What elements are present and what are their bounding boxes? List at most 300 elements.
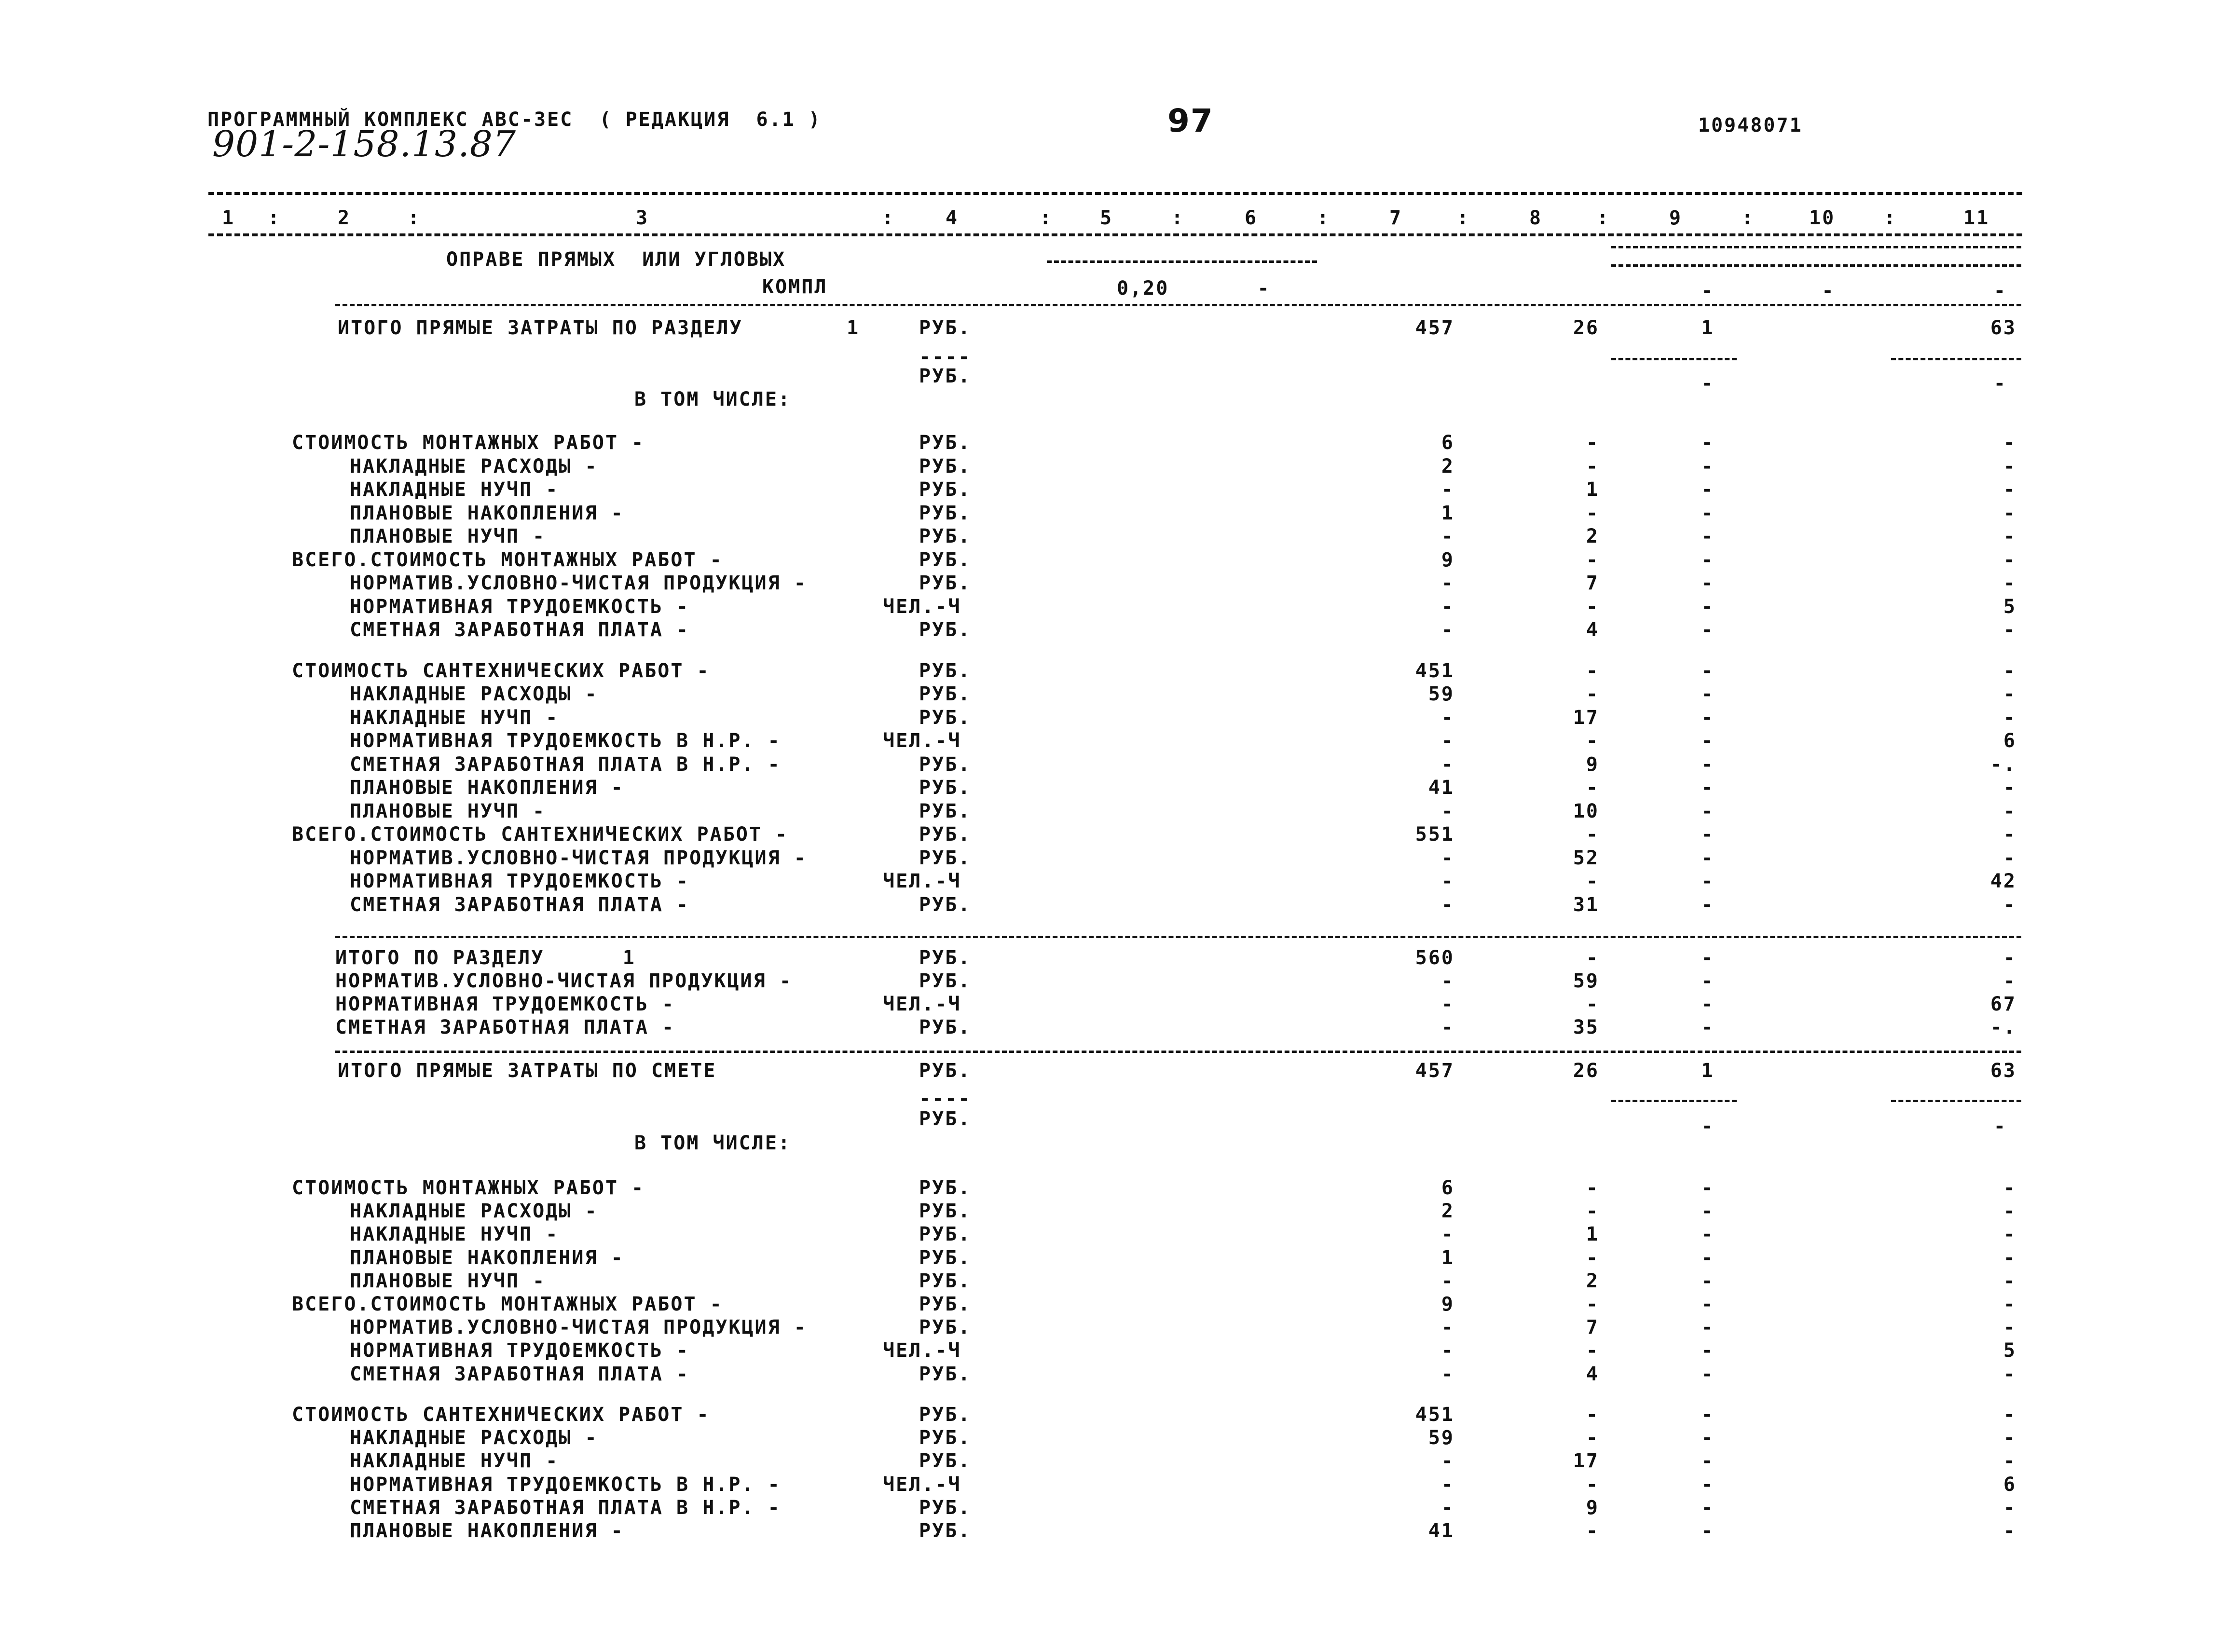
cell-value: -: [1441, 730, 1454, 752]
row-label: НАКЛАДНЫЕ НУЧП -: [350, 1450, 559, 1473]
section-number: 1: [847, 317, 860, 339]
cell-value: -: [1701, 1016, 1715, 1038]
cell-value: -: [1701, 800, 1715, 822]
row-label: НОРМАТИВНАЯ ТРУДОЕМКОСТЬ -: [350, 595, 690, 618]
row-label: НОРМАТИВНАЯ ТРУДОЕМКОСТЬ -: [350, 1339, 690, 1362]
cell-value: -: [1701, 730, 1715, 752]
cell-value: -: [2003, 1316, 2016, 1339]
row-label: НАКЛАДНЫЕ РАСХОДЫ -: [350, 683, 598, 706]
cell-value: -: [1441, 478, 1454, 501]
row-label: НАКЛАДНЫЕ РАСХОДЫ -: [350, 1200, 598, 1223]
cell-value: 6: [2003, 730, 2016, 752]
cell-value: -: [1701, 572, 1715, 594]
unit: РУБ.: [919, 1223, 972, 1246]
cell-value: 1: [1441, 502, 1454, 524]
cell-value: -: [2003, 1519, 2016, 1542]
total-rule-c9: [1611, 1100, 1737, 1102]
header-rule-top: [208, 192, 2022, 195]
cell-value: -: [2003, 1450, 2016, 1473]
cell-value: -: [1701, 970, 1715, 992]
estimate-total-label: ИТОГО ПРЯМЫЕ ЗАТРАТЫ ПО СМЕТЕ: [338, 1060, 717, 1082]
cell-value: -: [2003, 1270, 2016, 1292]
cell-value: -: [2003, 970, 2016, 992]
unit: РУБ.: [919, 947, 972, 969]
cell-value: -: [1441, 525, 1454, 547]
unit: РУБ.: [919, 706, 972, 729]
cell-value: -: [1586, 432, 1599, 454]
cell-value: -: [1701, 1427, 1715, 1449]
cell-value: 451: [1415, 659, 1454, 682]
cell-value: -: [1441, 572, 1454, 594]
cell-value: -: [1441, 1450, 1454, 1473]
unit: РУБ.: [919, 970, 972, 992]
cell-value: 9: [1441, 548, 1454, 571]
document-code: 10948071: [1698, 114, 1803, 137]
cell-value: -: [1586, 1293, 1599, 1315]
unit: РУБ.: [919, 800, 972, 822]
unit: РУБ.: [919, 1108, 972, 1130]
row-label: СТОИМОСТЬ МОНТАЖНЫХ РАБОТ -: [292, 432, 645, 454]
including-label: В ТОМ ЧИСЛЕ:: [634, 1132, 791, 1154]
cell-value: 2: [1586, 525, 1599, 547]
column-separator: :: [1742, 207, 1755, 229]
column-separator: :: [882, 207, 895, 229]
unit: РУБ.: [919, 1177, 972, 1199]
unit: РУБ.: [919, 572, 972, 594]
unit: РУБ.: [919, 502, 972, 524]
row-label: ВСЕГО.СТОИМОСТЬ МОНТАЖНЫХ РАБОТ -: [292, 1293, 723, 1315]
subtotal-rule-c9: [1611, 358, 1737, 360]
cell-value: -: [1701, 1473, 1715, 1496]
unit: ЧЕЛ.-Ч: [883, 870, 961, 893]
column-number: 6: [1245, 207, 1258, 229]
cell-value: -: [1441, 1270, 1454, 1292]
unit: РУБ.: [919, 1450, 972, 1473]
unit: РУБ.: [919, 432, 972, 454]
cell-value: -: [1586, 870, 1599, 893]
item-quantity: 0,20: [1117, 277, 1169, 300]
row-label: ПЛАНОВЫЕ НАКОПЛЕНИЯ -: [350, 1246, 624, 1269]
unit: РУБ.: [919, 525, 972, 547]
cell-value: -: [1701, 1316, 1715, 1339]
unit: РУБ.: [919, 683, 972, 706]
cell-value: 551: [1415, 823, 1454, 846]
unit: РУБ.: [919, 777, 972, 799]
cell-value: -: [1701, 753, 1715, 776]
cell-value: -: [1701, 1177, 1715, 1199]
unit-dashes: ----: [919, 346, 972, 368]
cell-value: -: [1441, 870, 1454, 893]
cell-value: -: [2003, 502, 2016, 524]
cell-value: -: [2003, 572, 2016, 594]
cell-value: -: [1441, 619, 1454, 641]
cell-value: -: [1441, 1316, 1454, 1339]
row-label: НОРМАТИВНАЯ ТРУДОЕМКОСТЬ -: [350, 870, 690, 893]
cell-value: -: [1701, 548, 1715, 571]
cell-value: 1: [1586, 1223, 1599, 1246]
unit: РУБ.: [919, 1060, 972, 1082]
row-label: НАКЛАДНЫЕ РАСХОДЫ -: [350, 455, 598, 478]
cell-value: 26: [1573, 1060, 1599, 1082]
cell-value: 63: [1990, 317, 2016, 339]
cell-value: -: [1701, 947, 1715, 969]
cell-value: -: [2003, 619, 2016, 641]
row-label: НОРМАТИВ.УСЛОВНО-ЧИСТАЯ ПРОДУКЦИЯ -: [350, 1316, 807, 1339]
row-label: НОРМАТИВ.УСЛОВНО-ЧИСТАЯ ПРОДУКЦИЯ -: [350, 846, 807, 869]
column-separator: :: [408, 207, 421, 229]
cell-value: -: [1441, 893, 1454, 916]
cell-value: -: [1701, 1223, 1715, 1246]
unit: РУБ.: [919, 1496, 972, 1519]
cell-value: 4: [1586, 1363, 1599, 1385]
cell-value: 17: [1573, 706, 1599, 729]
row-label: НОРМАТИВНАЯ ТРУДОЕМКОСТЬ В Н.Р. -: [350, 1473, 781, 1496]
column-number: 11: [1963, 207, 1990, 229]
cell-value: 1: [1586, 478, 1599, 501]
row-label: НАКЛАДНЫЕ НУЧП -: [350, 478, 559, 501]
item-description: ОПРАВЕ ПРЯМЫХ ИЛИ УГЛОВЫХ: [446, 248, 786, 271]
cell-value: -: [1701, 478, 1715, 501]
cell-value: 7: [1586, 1316, 1599, 1339]
unit: РУБ.: [919, 659, 972, 682]
cell-value: 1: [1441, 1246, 1454, 1269]
unit: РУБ.: [919, 455, 972, 478]
cell-value: -: [1441, 1016, 1454, 1038]
cell-mark: -: [1257, 277, 1271, 300]
unit: ЧЕЛ.-Ч: [883, 1339, 961, 1362]
cell-value: 67: [1990, 993, 2016, 1015]
cell-value: -: [2003, 525, 2016, 547]
cell-value: -: [1441, 846, 1454, 869]
cell-value: -: [1586, 993, 1599, 1015]
unit: РУБ.: [919, 1403, 972, 1426]
unit: ЧЕЛ.-Ч: [883, 595, 961, 618]
cell-value: -: [1701, 525, 1715, 547]
cell-value: -: [1441, 1223, 1454, 1246]
cell-value: 59: [1428, 1427, 1454, 1449]
cell-value: -: [1701, 823, 1715, 846]
column-number: 2: [338, 207, 351, 229]
column-number: 1: [222, 207, 235, 229]
cell-value: -: [2003, 1293, 2016, 1315]
cell-value: 2: [1441, 455, 1454, 478]
cell-value: -: [1441, 970, 1454, 992]
cell-value: -: [1586, 1473, 1599, 1496]
cell-value: -: [1586, 548, 1599, 571]
column-number: 5: [1100, 207, 1113, 229]
unit: РУБ.: [919, 478, 972, 501]
row-label: ВСЕГО.СТОИМОСТЬ МОНТАЖНЫХ РАБОТ -: [292, 548, 723, 571]
row-label: СМЕТНАЯ ЗАРАБОТНАЯ ПЛАТА В Н.Р. -: [350, 1496, 781, 1519]
cell-value: -: [2003, 1177, 2016, 1199]
cell-value: -: [1586, 455, 1599, 478]
section-total-label: ИТОГО ПРЯМЫЕ ЗАТРАТЫ ПО РАЗДЕЛУ: [338, 317, 743, 339]
cell-value: -: [1701, 1363, 1715, 1385]
cell-value: 9: [1586, 753, 1599, 776]
unit: РУБ.: [919, 846, 972, 869]
cell-value: 1: [1701, 1060, 1715, 1082]
unit: ЧЕЛ.-Ч: [883, 993, 961, 1015]
unit: РУБ.: [919, 548, 972, 571]
cell-mark: -: [1701, 1115, 1715, 1137]
cell-value: -: [1701, 706, 1715, 729]
total-rule-c11: [1891, 1100, 2021, 1102]
cell-value: -: [1701, 1403, 1715, 1426]
cell-value: -: [1701, 893, 1715, 916]
unit: РУБ.: [919, 365, 972, 387]
cell-value: -: [2003, 777, 2016, 799]
cell-mark: -: [1993, 1115, 2007, 1137]
cell-mark: -: [1993, 280, 2007, 302]
cell-value: -: [1441, 993, 1454, 1015]
column-separator: :: [1317, 207, 1330, 229]
cell-value: -: [2003, 478, 2016, 501]
cell-value: -: [2003, 548, 2016, 571]
row-label: НАКЛАДНЫЕ НУЧП -: [350, 706, 559, 729]
cell-value: -: [1701, 777, 1715, 799]
summary-label: ИТОГО ПО РАЗДЕЛУ 1: [335, 947, 636, 969]
cell-value: -: [1586, 1403, 1599, 1426]
program-header: ПРОГРАММНЫЙ КОМПЛЕКС АВС-ЗЕС ( РЕДАКЦИЯ 6.1 ): [207, 109, 822, 131]
cell-value: -: [1441, 1363, 1454, 1385]
row-label: СТОИМОСТЬ МОНТАЖНЫХ РАБОТ -: [292, 1177, 645, 1199]
cell-value: -: [2003, 893, 2016, 916]
top-rule-cols5-6: [1047, 260, 1317, 263]
unit: РУБ.: [919, 1316, 972, 1339]
cell-value: 6: [2003, 1473, 2016, 1496]
cell-value: 5: [2003, 1339, 2016, 1362]
cell-value: -: [1701, 1519, 1715, 1542]
unit: РУБ.: [919, 1246, 972, 1269]
column-number: 8: [1529, 207, 1543, 229]
row-label: НАКЛАДНЫЕ НУЧП -: [350, 1223, 559, 1246]
cell-value: -: [1701, 1246, 1715, 1269]
cell-value: -: [2003, 1223, 2016, 1246]
row-label: ПЛАНОВЫЕ НАКОПЛЕНИЯ -: [350, 777, 624, 799]
column-number: 4: [946, 207, 959, 229]
unit-dashes: ----: [919, 1088, 972, 1110]
cell-value: 6: [1441, 432, 1454, 454]
cell-value: -: [2003, 706, 2016, 729]
cell-value: -: [2003, 947, 2016, 969]
cell-mark: -: [1701, 280, 1715, 302]
row-label: НОРМАТИВ.УСЛОВНО-ЧИСТАЯ ПРОДУКЦИЯ -: [350, 572, 807, 594]
row-label: ПЛАНОВЫЕ НУЧП -: [350, 1270, 546, 1292]
column-separator: :: [1457, 207, 1470, 229]
cell-value: -: [2003, 846, 2016, 869]
cell-value: -: [1586, 1246, 1599, 1269]
cell-value: 6: [1441, 1177, 1454, 1199]
row-label: СТОИМОСТЬ САНТЕХНИЧЕСКИХ РАБОТ -: [292, 659, 710, 682]
cell-value: -: [2003, 455, 2016, 478]
column-number: 10: [1809, 207, 1836, 229]
row-label: СМЕТНАЯ ЗАРАБОТНАЯ ПЛАТА -: [350, 619, 690, 641]
cell-value: -: [1701, 619, 1715, 641]
cell-value: -: [1701, 1339, 1715, 1362]
cell-value: -: [1701, 993, 1715, 1015]
cell-value: -: [2003, 1496, 2016, 1519]
column-separator: :: [1884, 207, 1897, 229]
cell-value: -: [1586, 1427, 1599, 1449]
cell-value: -: [2003, 800, 2016, 822]
unit: РУБ.: [919, 317, 972, 339]
unit: РУБ.: [919, 619, 972, 641]
summary-label: НОРМАТИВ.УСЛОВНО-ЧИСТАЯ ПРОДУКЦИЯ -: [335, 970, 793, 992]
cell-value: -: [1701, 870, 1715, 893]
cell-value: -: [1701, 659, 1715, 682]
unit: РУБ.: [919, 823, 972, 846]
cell-value: -: [2003, 659, 2016, 682]
cell-value: 41: [1428, 777, 1454, 799]
cell-value: 4: [1586, 619, 1599, 641]
row-label: ПЛАНОВЫЕ НУЧП -: [350, 525, 546, 547]
unit: РУБ.: [919, 1519, 972, 1542]
cell-value: -: [1586, 947, 1599, 969]
cell-mark: -: [1993, 372, 2007, 395]
cell-value: -: [1701, 1496, 1715, 1519]
column-separator: :: [1171, 207, 1185, 229]
cell-value: -.: [1990, 753, 2016, 776]
cell-value: 560: [1415, 947, 1454, 969]
cell-value: -: [1586, 683, 1599, 706]
row-label: ВСЕГО.СТОИМОСТЬ САНТЕХНИЧЕСКИХ РАБОТ -: [292, 823, 789, 846]
cell-value: 457: [1415, 317, 1454, 339]
cell-value: 35: [1573, 1016, 1599, 1038]
cell-value: -: [1586, 823, 1599, 846]
cell-value: -: [1586, 777, 1599, 799]
cell-value: -: [1701, 455, 1715, 478]
summary-label: СМЕТНАЯ ЗАРАБОТНАЯ ПЛАТА -: [335, 1016, 675, 1038]
cell-value: -: [1586, 1177, 1599, 1199]
unit: РУБ.: [919, 753, 972, 776]
cell-value: -: [1586, 595, 1599, 618]
cell-mark: -: [1822, 280, 1835, 302]
cell-value: -: [1701, 1270, 1715, 1292]
cell-value: -: [1701, 502, 1715, 524]
column-separator: :: [268, 207, 281, 229]
cell-value: -: [1586, 502, 1599, 524]
cell-value: -: [1701, 846, 1715, 869]
cell-value: 10: [1573, 800, 1599, 822]
summary-rule-bottom: [335, 1051, 2021, 1053]
row-label: СМЕТНАЯ ЗАРАБОТНАЯ ПЛАТА -: [350, 893, 690, 916]
row-label: ПЛАНОВЫЕ НУЧП -: [350, 800, 546, 822]
cell-value: 26: [1573, 317, 1599, 339]
cell-value: -: [1441, 1473, 1454, 1496]
cell-value: 41: [1428, 1519, 1454, 1542]
unit: РУБ.: [919, 1016, 972, 1038]
top-rule-cols9-11: [1611, 246, 2021, 248]
cell-value: -: [1441, 753, 1454, 776]
cell-mark: -: [1701, 372, 1715, 395]
cell-value: -: [2003, 823, 2016, 846]
cell-value: -: [1441, 595, 1454, 618]
unit: ЧЕЛ.-Ч: [883, 1473, 961, 1496]
cell-value: 31: [1573, 893, 1599, 916]
cell-value: -: [2003, 432, 2016, 454]
cell-value: -: [1701, 683, 1715, 706]
cell-value: -: [1586, 1339, 1599, 1362]
cell-value: 2: [1586, 1270, 1599, 1292]
unit: РУБ.: [919, 893, 972, 916]
unit: РУБ.: [919, 1200, 972, 1223]
cell-value: 457: [1415, 1060, 1454, 1082]
cell-value: -: [1586, 1200, 1599, 1223]
cell-value: 17: [1573, 1450, 1599, 1473]
row-label: СМЕТНАЯ ЗАРАБОТНАЯ ПЛАТА В Н.Р. -: [350, 753, 781, 776]
unit: РУБ.: [919, 1363, 972, 1385]
cell-value: 59: [1428, 683, 1454, 706]
cell-value: 451: [1415, 1403, 1454, 1426]
unit: РУБ.: [919, 1427, 972, 1449]
cell-value: -: [2003, 1246, 2016, 1269]
row-label: ПЛАНОВЫЕ НАКОПЛЕНИЯ -: [350, 502, 624, 524]
column-separator: :: [1597, 207, 1610, 229]
cell-value: -: [2003, 1363, 2016, 1385]
section-rule: [335, 304, 2021, 306]
unit: ЧЕЛ.-Ч: [883, 730, 961, 752]
cell-value: 9: [1441, 1293, 1454, 1315]
cell-value: 42: [1990, 870, 2016, 893]
handwritten-reference: 901-2-158.13.87: [212, 123, 516, 165]
cell-value: -.: [1990, 1016, 2016, 1038]
cell-value: -: [1441, 1339, 1454, 1362]
column-separator: :: [1040, 207, 1053, 229]
summary-rule-top: [335, 936, 2021, 938]
row-label: НОРМАТИВНАЯ ТРУДОЕМКОСТЬ В Н.Р. -: [350, 730, 781, 752]
cell-value: -: [1701, 1200, 1715, 1223]
cell-value: -: [1586, 1519, 1599, 1542]
page-number: 97: [1167, 102, 1214, 139]
cell-value: -: [1701, 1450, 1715, 1473]
cell-value: -: [1586, 659, 1599, 682]
column-number: 9: [1669, 207, 1683, 229]
cell-value: -: [1586, 730, 1599, 752]
cell-value: -: [2003, 1403, 2016, 1426]
column-number: 3: [636, 207, 649, 229]
row-label: ПЛАНОВЫЕ НАКОПЛЕНИЯ -: [350, 1519, 624, 1542]
cell-value: 59: [1573, 970, 1599, 992]
column-number: 7: [1389, 207, 1403, 229]
cell-value: 2: [1441, 1200, 1454, 1223]
cell-value: 1: [1701, 317, 1715, 339]
cell-value: 63: [1990, 1060, 2016, 1082]
cell-value: -: [1441, 706, 1454, 729]
cell-value: -: [1701, 1293, 1715, 1315]
cell-value: -: [1441, 800, 1454, 822]
cell-value: -: [1701, 432, 1715, 454]
item-unit: КОМПЛ: [762, 276, 828, 298]
cell-value: 9: [1586, 1496, 1599, 1519]
subtotal-rule-c11: [1891, 358, 2021, 360]
unit: РУБ.: [919, 1270, 972, 1292]
cell-value: -: [1701, 595, 1715, 618]
cell-value: 5: [2003, 595, 2016, 618]
row-label: НАКЛАДНЫЕ РАСХОДЫ -: [350, 1427, 598, 1449]
top-rule-cols9-11-b: [1611, 264, 2021, 267]
cell-value: -: [2003, 1427, 2016, 1449]
cell-value: -: [1441, 1496, 1454, 1519]
row-label: СМЕТНАЯ ЗАРАБОТНАЯ ПЛАТА -: [350, 1363, 690, 1385]
cell-value: -: [2003, 1200, 2016, 1223]
row-label: СТОИМОСТЬ САНТЕХНИЧЕСКИХ РАБОТ -: [292, 1403, 710, 1426]
header-rule-bottom: [208, 233, 2022, 236]
summary-label: НОРМАТИВНАЯ ТРУДОЕМКОСТЬ -: [335, 993, 675, 1015]
cell-value: -: [2003, 683, 2016, 706]
including-label: В ТОМ ЧИСЛЕ:: [634, 388, 791, 410]
cell-value: 7: [1586, 572, 1599, 594]
unit: РУБ.: [919, 1293, 972, 1315]
